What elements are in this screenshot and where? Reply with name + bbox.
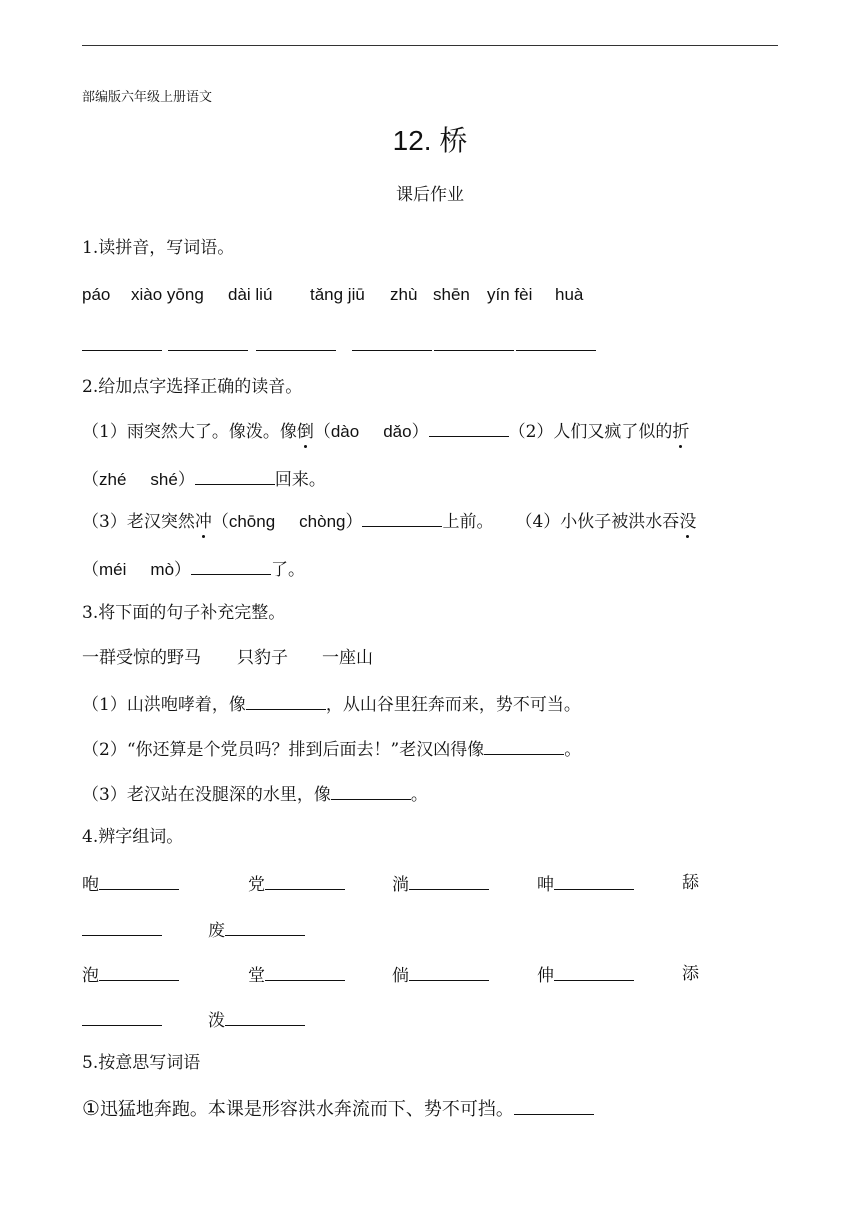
word-cell <box>248 963 345 987</box>
word-cell <box>82 963 179 987</box>
q4-heading: 4.辨字组词。 <box>82 827 184 847</box>
q3-text: 。 <box>410 785 428 805</box>
char: 废 <box>208 921 225 941</box>
dotted-char: 没 <box>679 512 697 532</box>
pinyin-option: dǎo <box>383 422 412 441</box>
word-cell <box>248 872 345 896</box>
q2-text: （2）人们又疯了似的 <box>508 422 673 442</box>
char: 呻 <box>537 875 554 895</box>
page-subtitle: 课后作业 <box>396 185 464 205</box>
answer-blank[interactable] <box>429 419 509 437</box>
header-rule <box>82 45 778 46</box>
q2-line-4 <box>82 557 305 581</box>
pinyin-option: shé <box>150 470 178 489</box>
q3-text: （3）老汉站在没腿深的水里，像 <box>82 785 331 805</box>
pinyin-option: chōng <box>228 512 276 531</box>
q3-heading: 3.将下面的句子补充完整。 <box>82 603 286 623</box>
pinyin-item: shēn <box>433 285 470 304</box>
q3-sentence-2 <box>82 737 581 761</box>
answer-blank[interactable] <box>225 1008 305 1026</box>
char: 淌 <box>392 875 409 895</box>
q2-text: ） <box>177 470 195 490</box>
answer-blank[interactable] <box>265 963 345 981</box>
q3-options <box>82 647 373 669</box>
answer-blank[interactable] <box>484 737 564 755</box>
word-cell <box>392 963 489 987</box>
q3-text: ，从山谷里狂奔而来，势不可当。 <box>325 695 581 715</box>
answer-blank[interactable] <box>195 467 275 485</box>
word-cell <box>208 1008 305 1032</box>
char: 咆 <box>82 875 99 895</box>
answer-blank[interactable] <box>99 872 179 890</box>
pinyin-item: huà <box>555 285 584 304</box>
q2-line-2 <box>82 467 326 491</box>
char: 堂 <box>248 966 265 986</box>
answer-blank[interactable] <box>82 918 162 936</box>
answer-blank[interactable] <box>409 963 489 981</box>
answer-blank[interactable] <box>516 350 596 351</box>
answer-blank[interactable] <box>99 963 179 981</box>
option-word: 一群受惊的野马 <box>82 648 201 668</box>
word-cell <box>537 963 634 987</box>
word-cell <box>82 1008 162 1032</box>
answer-blank[interactable] <box>225 918 305 936</box>
word-cell <box>392 872 489 896</box>
char: 泼 <box>208 1011 225 1031</box>
q2-text: （ <box>313 422 331 442</box>
circled-number: ① <box>82 1096 100 1120</box>
pinyin-item: yín fèi <box>487 285 533 304</box>
char: 伸 <box>537 966 554 986</box>
answer-blank[interactable] <box>168 350 248 351</box>
answer-blank[interactable] <box>82 350 162 351</box>
q2-line-1 <box>82 419 689 443</box>
answer-blank[interactable] <box>362 509 442 527</box>
pinyin-item: tǎng jiū <box>310 285 365 304</box>
word-cell <box>682 963 699 985</box>
q1-heading: 1.读拼音，写词语。 <box>82 238 235 258</box>
q2-text: 上前。 <box>442 512 494 532</box>
q5-text: 迅猛地奔跑。本课是形容洪水奔流而下、势不可挡。 <box>99 1099 514 1120</box>
char: 党 <box>248 875 265 895</box>
char: 泡 <box>82 966 99 986</box>
q2-text: （3）老汉突然 <box>82 512 195 532</box>
dotted-char: 折 <box>672 422 690 442</box>
q3-sentence-3 <box>82 782 428 806</box>
pinyin-item: zhù <box>390 285 418 304</box>
char: 倘 <box>392 966 409 986</box>
answer-blank[interactable] <box>409 872 489 890</box>
pinyin-option: chòng <box>299 512 346 531</box>
q2-text: （1）雨突然大了。像泼。像 <box>82 422 297 442</box>
q2-text: （ <box>211 512 229 532</box>
q2-text: ） <box>411 422 429 442</box>
word-cell <box>208 918 305 942</box>
q5-heading: 5.按意思写词语 <box>82 1053 201 1073</box>
answer-blank[interactable] <box>352 350 432 351</box>
dotted-char: 倒 <box>296 422 314 442</box>
q2-heading: 2.给加点字选择正确的读音。 <box>82 377 303 397</box>
word-cell <box>682 872 699 894</box>
word-cell <box>82 918 162 942</box>
answer-blank[interactable] <box>514 1097 594 1115</box>
q3-text: 。 <box>564 740 582 760</box>
q3-text: （1）山洪咆哮着，像 <box>82 695 246 715</box>
q2-text: （ <box>82 560 99 580</box>
answer-blank[interactable] <box>434 350 514 351</box>
answer-blank[interactable] <box>191 557 271 575</box>
pinyin-item: dài liú <box>228 285 273 304</box>
pinyin-option: dào <box>330 422 360 441</box>
q3-text: （2）“你还算是个党员吗？排到后面去！”老汉凶得像 <box>82 740 485 760</box>
q3-sentence-1 <box>82 692 581 716</box>
q2-line-3 <box>82 509 696 533</box>
char: 添 <box>682 964 699 984</box>
subject-label: 部编版六年级上册语文 <box>82 90 213 105</box>
q2-text: ） <box>174 560 192 580</box>
pinyin-item: xiào yōng <box>131 285 204 304</box>
word-cell <box>537 872 634 896</box>
answer-blank[interactable] <box>256 350 336 351</box>
pinyin-option: mò <box>150 560 175 579</box>
q2-text: ） <box>345 512 363 532</box>
pinyin-option: zhé <box>99 470 127 489</box>
answer-blank[interactable] <box>554 963 634 981</box>
q5-item-1 <box>82 1097 594 1121</box>
char: 舔 <box>682 873 699 893</box>
answer-blank[interactable] <box>82 1008 162 1026</box>
answer-blank[interactable] <box>246 692 326 710</box>
pinyin-option: méi <box>99 560 127 579</box>
option-word: 一座山 <box>322 648 373 668</box>
q2-text: 了。 <box>271 560 306 580</box>
word-cell <box>82 872 179 896</box>
q2-text: （4）小伙子被洪水吞 <box>515 512 680 532</box>
answer-blank[interactable] <box>554 872 634 890</box>
page-title: 12. 桥 <box>392 125 468 156</box>
pinyin-item: páo <box>82 285 111 304</box>
q2-text: 回来。 <box>274 470 326 490</box>
dotted-char: 冲 <box>194 512 212 532</box>
answer-blank[interactable] <box>265 872 345 890</box>
q2-text: （ <box>82 470 99 490</box>
option-word: 只豹子 <box>237 648 288 668</box>
answer-blank[interactable] <box>331 782 411 800</box>
